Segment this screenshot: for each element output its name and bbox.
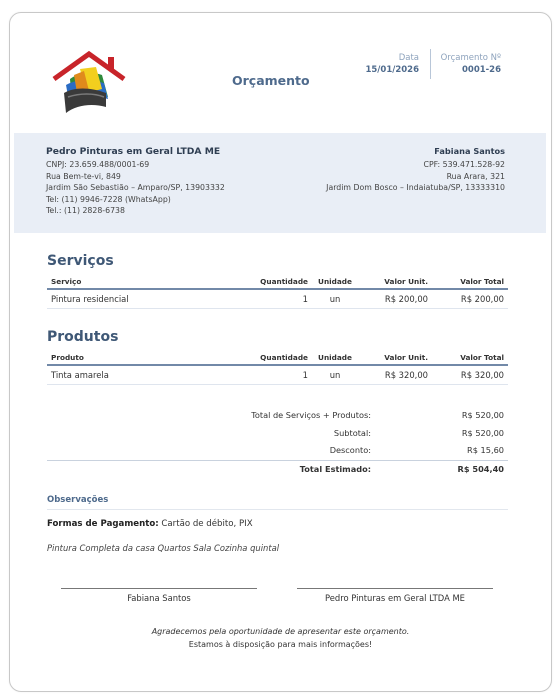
client-cpf: CPF: 539.471.528-92	[423, 160, 505, 169]
discount-value: R$ 15,60	[467, 445, 504, 455]
availability-message: Estamos à disposição para mais informações!	[188, 640, 373, 649]
product-total: R$ 320,00	[432, 365, 508, 385]
estimated-total-row	[47, 460, 508, 479]
table-row	[47, 365, 508, 385]
total-value: R$ 520,00	[461, 410, 504, 420]
company-cnpj: CNPJ: 23.659.488/0001-69	[46, 160, 150, 169]
company-signature: Pedro Pinturas em Geral LTDA ME	[297, 588, 493, 603]
observation-note: Pintura Completa da casa Quartos Sala Cozinha quintal	[47, 543, 280, 553]
quote-date	[365, 53, 419, 75]
discount-row	[47, 442, 508, 460]
company-district: Jardim São Sebastião – Amparo/SP, 13903332	[46, 183, 225, 193]
number-value: 0001-26	[461, 65, 501, 75]
client-district: Jardim Dom Bosco – Indaiatuba/SP, 13333310	[326, 183, 505, 193]
subtotal-row	[47, 425, 508, 443]
client-info	[326, 145, 505, 194]
payment-value: Cartão de débito, PIX	[161, 519, 253, 529]
column-header: Produto	[47, 350, 237, 365]
products-table	[47, 350, 508, 385]
payment-methods	[47, 519, 253, 529]
document-title: Orçamento	[232, 73, 310, 88]
company-phone-2: Tel.: (11) 2828-6738	[46, 206, 125, 216]
product-name: Tinta amarela	[47, 365, 237, 385]
table-header-row	[47, 274, 508, 289]
company-name: Pedro Pinturas em Geral LTDA ME	[46, 146, 221, 157]
services-table	[47, 274, 508, 309]
client-signature: Fabiana Santos	[61, 588, 257, 603]
column-header: Quantidade	[237, 350, 312, 365]
meta-divider	[430, 49, 431, 79]
discount-label: Desconto:	[329, 445, 371, 455]
number-label: Orçamento Nº	[440, 53, 501, 63]
thanks-message: Agradecemos pela oportunidade de apresentar este orçamento.	[151, 627, 410, 636]
column-header: Unidade	[312, 274, 358, 289]
column-header: Valor Unit.	[358, 274, 432, 289]
column-header: Unidade	[312, 350, 358, 365]
estimated-total-value: R$ 504,40	[457, 463, 504, 474]
company-info	[46, 145, 225, 217]
service-quantity: 1	[237, 289, 312, 309]
total-label: Total de Serviços + Produtos:	[251, 410, 371, 420]
column-header: Serviço	[47, 274, 237, 289]
services-title: Serviços	[47, 253, 114, 269]
service-unit-price: R$ 200,00	[358, 289, 432, 309]
table-header-row	[47, 350, 508, 365]
table-row	[47, 289, 508, 309]
total-row	[47, 407, 508, 425]
client-street: Rua Arara, 321	[446, 171, 505, 181]
company-street: Rua Bem-te-vi, 849	[46, 171, 121, 181]
products-title: Produtos	[47, 329, 119, 345]
product-unit: un	[312, 365, 358, 385]
column-header: Valor Unit.	[358, 350, 432, 365]
quote-number	[441, 53, 501, 75]
house-paint-logo-icon	[50, 49, 128, 117]
company-phone: Tel: (11) 9946-7228 (WhatsApp)	[46, 194, 171, 204]
product-quantity: 1	[237, 365, 312, 385]
service-name: Pintura residencial	[47, 289, 237, 309]
service-total: R$ 200,00	[432, 289, 508, 309]
payment-label: Formas de Pagamento:	[47, 519, 159, 529]
subtotal-value: R$ 520,00	[461, 427, 504, 438]
column-header: Valor Total	[432, 350, 508, 365]
column-header: Quantidade	[237, 274, 312, 289]
date-value: 15/01/2026	[365, 65, 419, 75]
totals-block	[47, 407, 508, 478]
column-header: Valor Total	[432, 274, 508, 289]
date-label: Data	[398, 53, 419, 63]
service-unit: un	[312, 289, 358, 309]
subtotal-label: Subtotal:	[333, 427, 371, 438]
quote-document	[9, 12, 552, 692]
estimated-total-label: Total Estimado:	[299, 463, 371, 474]
observations-title: Observações	[47, 495, 109, 505]
client-name: Fabiana Santos	[434, 146, 505, 156]
observations-divider	[47, 509, 508, 510]
product-unit-price: R$ 320,00	[358, 365, 432, 385]
